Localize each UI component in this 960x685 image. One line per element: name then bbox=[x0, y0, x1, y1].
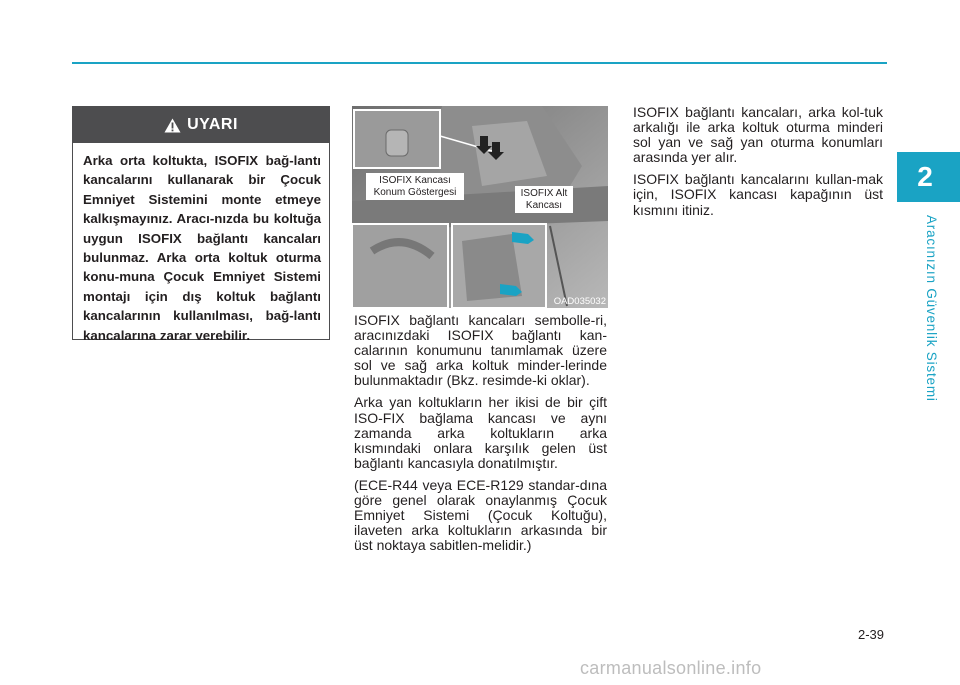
warning-body bbox=[73, 143, 329, 345]
page-number: 2-39 bbox=[857, 627, 884, 642]
lower-anchor-label: ISOFIX Alt Kancası bbox=[515, 186, 573, 213]
paragraph: ISOFIX bağlantı kancaları, arka kol-tuk arkalığı ile arka koltuk oturma minderi sol yan ve sağ yan oturma konumları arasında yer alır. bbox=[633, 104, 883, 166]
header-rule bbox=[72, 62, 887, 64]
watermark: carmanualsonline.info bbox=[580, 658, 762, 678]
paragraph: (ECE-R44 veya ECE-R129 standar-dına göre genel olarak onaylanmış Çocuk Emniyet Sistemi (Çocuk Koltuğu), ilaveten arka koltukların arkasında bir üst noktaya sabitlen-melidir.) bbox=[354, 476, 607, 554]
right-column bbox=[633, 105, 883, 225]
chapter-number: 2 bbox=[917, 161, 933, 192]
paragraph: ISOFIX bağlantı kancalarını kullan-mak için, ISOFIX kancası kapağının üst kısmını itiniz. bbox=[633, 171, 883, 218]
warning-triangle-icon bbox=[164, 118, 181, 133]
position-indicator-label: ISOFIX Kancası Konum Göstergesi bbox=[366, 173, 464, 200]
warning-box bbox=[72, 106, 330, 343]
paragraph: Arka yan koltukların her ikisi de bir çift ISO-FIX bağlama kancası ve aynı zamanda arka koltukların arka kısmındaki onlara karşılık gelen üst bağlantı kancasıyla donatılmıştır. bbox=[354, 394, 607, 471]
middle-column bbox=[354, 313, 607, 560]
paragraph: ISOFIX bağlantı kancaları sembolle-ri, aracınızdaki ISOFIX bağlantı kan-calarının konumunu tanımlamak üzere sol ve sağ arka koltuk minder-lerinde bulunmaktadır (Bkz. resimde-ki oklar). bbox=[354, 312, 607, 389]
warning-header bbox=[73, 107, 329, 143]
chapter-title: Aracınızın Güvenlik Sistemi bbox=[924, 215, 939, 402]
warning-text: Arka orta koltukta, ISOFIX bağ-lantı kancalarını kullanarak bir Çocuk Emniyet Sistemini monte etmeye kalkışmayınız. Aracı-nızda bu koltuğa uygun ISOFIX bağlantı kancaları bulunmaz. Arka orta koltuk oturma konu-muna Çocuk Emniyet Sistemi montajı için dış koltuk bağlantı kancalarının kullanılması, bağ-lantı kancalarına zarar verebilir. bbox=[83, 153, 321, 343]
figure-code: OAD035032 bbox=[553, 296, 606, 307]
warning-title: UYARI bbox=[187, 116, 238, 133]
